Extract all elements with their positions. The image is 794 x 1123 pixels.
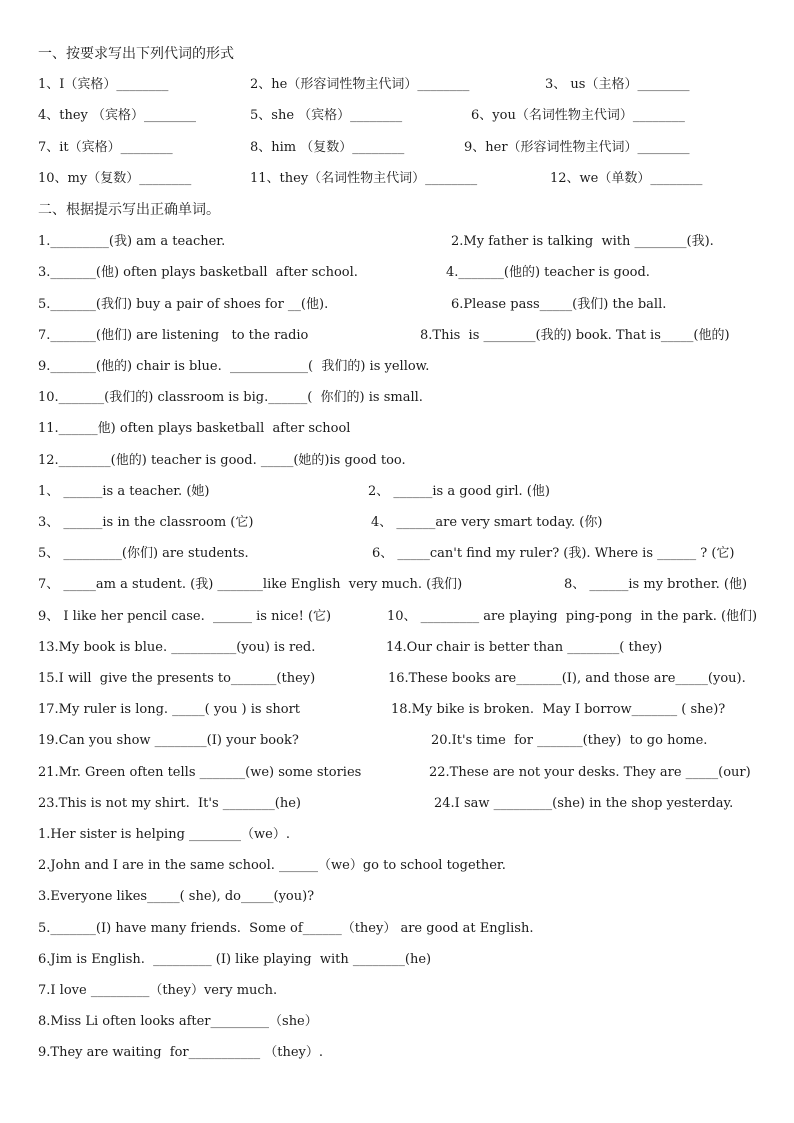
exercise-item: 9、 I like her pencil case. ______ is nice! (它) [38,609,332,624]
exercise-item: 5._______(I) have many friends. Some of______（they） are good at English. [38,921,534,936]
exercise-row [38,949,768,971]
exercise-row [38,980,768,1002]
exercise-row [38,886,768,908]
exercise-item: 12.________(他的) teacher is good. _____(她的)is good too. [38,453,406,468]
section2-title [38,199,768,221]
exercise-item: 6.Please pass_____(我们) the ball. [451,297,667,312]
exercise-item: 23.This is not my shirt. It's ________(he) [38,796,301,811]
exercise-row [38,294,768,316]
exercise-item: 1.Her sister is helping ________（we）. [38,827,290,842]
exercise-item: 13.My book is blue. __________(you) is red. [38,640,316,655]
exercise-row [38,1042,768,1064]
exercise-item: 4、 ______are very smart today. (你) [371,515,603,530]
exercise-item: 16.These books are_______(I), and those are_____(you). [388,671,746,686]
exercise-item: 14.Our chair is better than ________( they) [386,640,663,655]
exercise-row [38,793,768,815]
pronoun-item: 6、you（名词性物主代词）________ [471,108,685,123]
pronoun-item: 8、him （复数）________ [250,140,405,155]
exercise-row [38,762,768,784]
pronoun-item: 4、they （宾格）________ [38,108,197,123]
exercise-row [38,325,768,347]
exercise-item: 3._______(他) often plays basketball after school. [38,265,358,280]
exercise-item: 2.John and I are in the same school. ______（we）go to school together. [38,858,506,873]
exercise-row [38,730,768,752]
exercise-item: 9._______(他的) chair is blue. ____________( 我们的) is yellow. [38,359,430,374]
section1-title-text: 一、按要求写出下列代词的形式 [38,46,234,62]
exercise-item: 22.These are not your desks. They are _____(our) [429,765,751,780]
pronoun-item: 11、they（名词性物主代词）________ [250,171,478,186]
exercise-row [38,512,768,534]
exercise-item: 10._______(我们的) classroom is big.______( 你们的) is small. [38,390,423,405]
pronoun-item: 2、he（形容词性物主代词）________ [250,77,470,92]
pronoun-item: 5、she （宾格）________ [250,108,403,123]
exercise-item: 21.Mr. Green often tells _______(we) some stories [38,765,362,780]
exercise-row [38,262,768,284]
exercise-item: 3、 ______is in the classroom (它) [38,515,254,530]
exercise-row [38,574,768,596]
pronoun-item: 10、my（复数）________ [38,171,192,186]
exercise-item: 6、 _____can't find my ruler? (我). Where is ______ ? (它) [372,546,735,561]
exercise-item: 9.They are waiting for___________ （they）. [38,1045,324,1060]
exercise-row [38,606,768,628]
exercise-item: 5、 _________(你们) are students. [38,546,249,561]
exercise-item: 15.I will give the presents to_______(they) [38,671,316,686]
section1-title [38,43,768,65]
exercise-row [38,418,768,440]
section2-title-text: 二、根据提示写出正确单词。 [38,202,220,218]
exercise-item: 1._________(我) am a teacher. [38,234,226,249]
exercise-item: 5._______(我们) buy a pair of shoes for __(他). [38,297,329,312]
exercise-row [38,918,768,940]
exercise-item: 3.Everyone likes_____( she), do_____(you)? [38,889,315,904]
exercise-item: 17.My ruler is long. _____( you ) is short [38,702,301,717]
exercise-row [38,1011,768,1033]
exercise-item: 7、 _____am a student. (我) _______like English very much. (我们) [38,577,463,592]
exercise-item: 8.Miss Li often looks after_________（she） [38,1014,318,1029]
exercise-row [38,543,768,565]
exercise-item: 7._______(他们) are listening to the radio [38,328,309,343]
exercise-item: 19.Can you show ________(I) your book? [38,733,299,748]
pronoun-item: 12、we（单数）________ [550,171,703,186]
exercise-row [38,637,768,659]
pronoun-item: 9、her（形容词性物主代词）________ [464,140,690,155]
exercise-row [38,356,768,378]
exercise-item: 18.My bike is broken. May I borrow_______ ( she)? [391,702,726,717]
pronoun-row [38,168,768,190]
exercise-item: 11.______他) often plays basketball after school [38,421,351,436]
exercise-item: 20.It's time for _______(they) to go home. [431,733,708,748]
exercise-item: 10、 _________ are playing ping-pong in the park. (他们) [387,609,758,624]
pronoun-row [38,105,768,127]
pronoun-item: 3、 us（主格）________ [545,77,690,92]
exercise-item: 8、 ______is my brother. (他) [564,577,748,592]
pronoun-row [38,74,768,96]
exercise-item: 6.Jim is English. _________ (I) like playing with ________(he) [38,952,432,967]
exercise-item: 24.I saw _________(she) in the shop yesterday. [434,796,734,811]
exercise-row [38,481,768,503]
exercise-item: 2、 ______is a good girl. (他) [368,484,550,499]
exercise-row [38,855,768,877]
exercise-row [38,387,768,409]
exercise-row [38,699,768,721]
exercise-item: 8.This is ________(我的) book. That is_____(他的) [420,328,730,343]
exercise-item: 2.My father is talking with ________(我). [451,234,714,249]
pronoun-item: 1、I（宾格）________ [38,77,169,92]
exercise-item: 1、 ______is a teacher. (她) [38,484,210,499]
exercise-row [38,231,768,253]
pronoun-row [38,137,768,159]
pronoun-item: 7、it（宾格）________ [38,140,173,155]
exercise-row [38,824,768,846]
exercise-item: 7.I love _________（they）very much. [38,983,278,998]
exercise-row [38,450,768,472]
exercise-row [38,668,768,690]
exercise-item: 4._______(他的) teacher is good. [446,265,650,280]
